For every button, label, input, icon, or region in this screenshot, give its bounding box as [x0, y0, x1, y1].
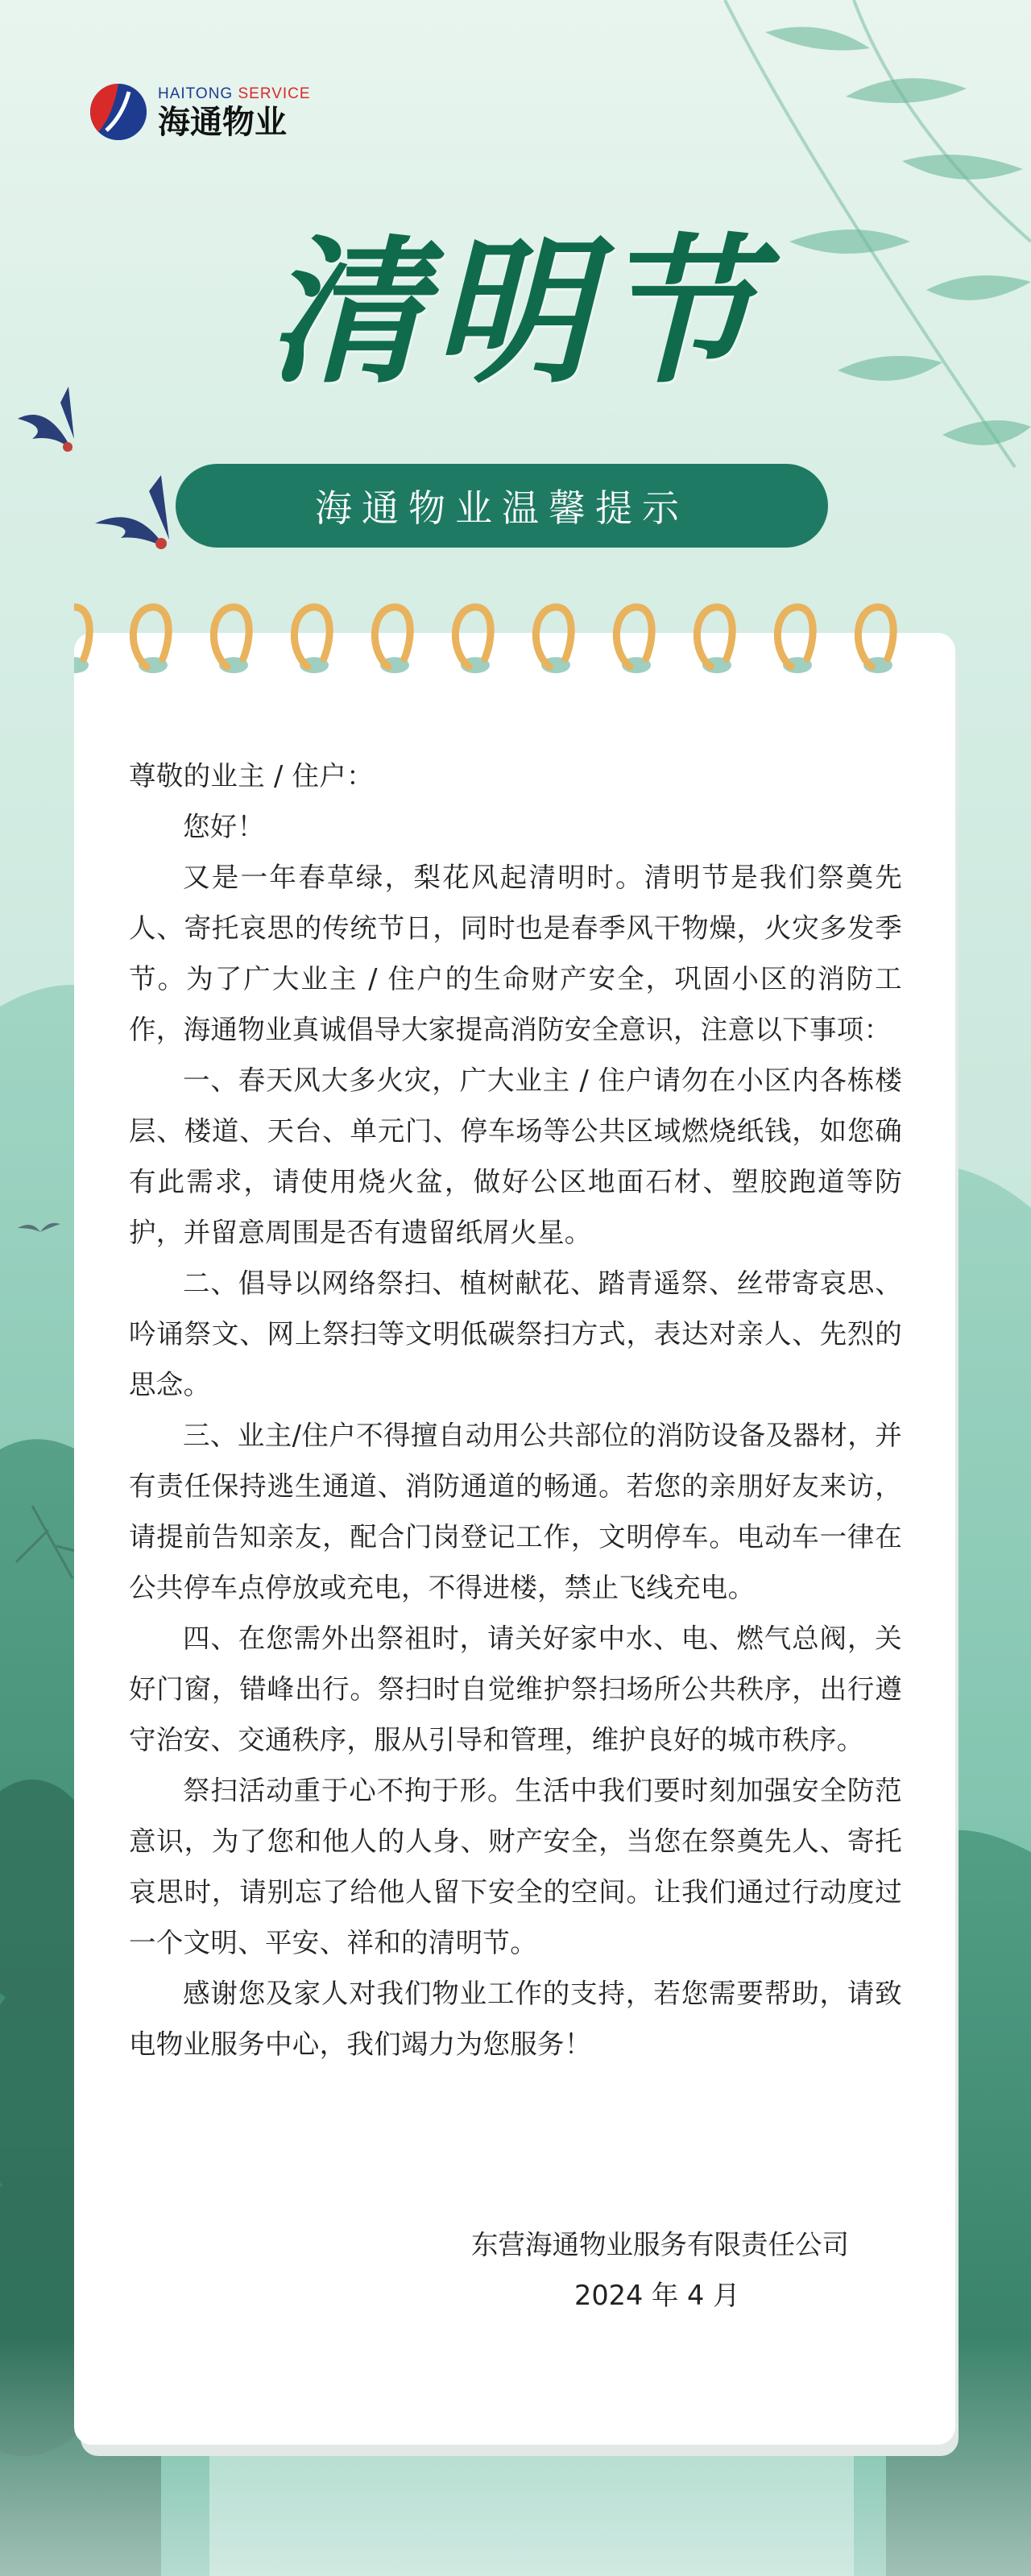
notice-item-4: 四、在您需外出祭祖时，请关好家中水、电、燃气总阀，关好门窗，错峰出行。祭扫时自觉维护祭扫场所公共秩序，出行遵守治安、交通秩序，服从引导和管理，维护良好的城市秩序。: [129, 1623, 902, 1755]
subtitle-text: 海通物业温馨提示: [315, 486, 689, 530]
notice-item-3: 三、业主/住户不得擅自动用公共部位的消防设备及器材，并有责任保持逃生通道、消防通道的畅通。若您的亲朋好友来访，请提前告知亲友，配合门岗登记工作，文明停车。电动车一律在公共停车点停放或充电，不得进楼，禁止飞线充电。: [129, 1420, 902, 1603]
closing-paragraph: 祭扫活动重于心不拘于形。生活中我们要时刻加强安全防范意识，为了您和他人的人身、财产安全，当您在祭奠先人、寄托哀思时，请别忘了给他人留下安全的空间。让我们通过行动度过一个文明、平安、祥和的清明节。: [129, 1775, 902, 1958]
subtitle-banner: [176, 464, 828, 548]
logo-mark-icon: [90, 84, 147, 140]
logo-english-text: HAITONG SERVICE: [158, 85, 311, 102]
letter-body: [129, 750, 902, 2069]
notice-item-2: 二、倡导以网络祭扫、植树献花、踏青遥祭、丝带寄哀思、吟诵祭文、网上祭扫等文明低碳祭扫方式，表达对亲人、先烈的思念。: [129, 1267, 902, 1400]
salutation: 尊敬的业主 / 住户：: [129, 760, 374, 792]
logo-chinese-text: 海通物业: [158, 103, 287, 141]
thanks-paragraph: 感谢您及家人对我们物业工作的支持，若您需要帮助，请致电物业服务中心，我们竭力为您服务！: [129, 1978, 902, 2060]
company-logo: [90, 84, 311, 140]
company-name: 东营海通物业服务有限责任公司: [471, 2229, 849, 2260]
notebook-rings: [74, 602, 955, 699]
intro-paragraph: 又是一年春草绿，梨花风起清明时。清明节是我们祭奠先人、寄托哀思的传统节日，同时也是春季风干物燥，火灾多发季节。为了广大业主 / 住户的生命财产安全，巩固小区的消防工作，海通物业真诚倡导大家提高消防安全意识，注意以下事项：: [129, 862, 902, 1045]
letter-date: 2024 年 4 月: [574, 2280, 740, 2311]
greeting: 您好！: [183, 811, 265, 842]
page-title: 清明节: [266, 220, 764, 405]
signature-block: [471, 2219, 890, 2321]
notebook-ring-icon: [74, 607, 89, 673]
swallow-icon: [18, 387, 74, 452]
notice-item-1: 一、春天风大多火灾，广大业主 / 住户请勿在小区内各栋楼层、楼道、天台、单元门、停车场等公共区域燃烧纸钱，如您确有此需求，请使用烧火盆，做好公区地面石材、塑胶跑道等防护，并留意周围是否有遗留纸屑火星。: [129, 1065, 902, 1248]
